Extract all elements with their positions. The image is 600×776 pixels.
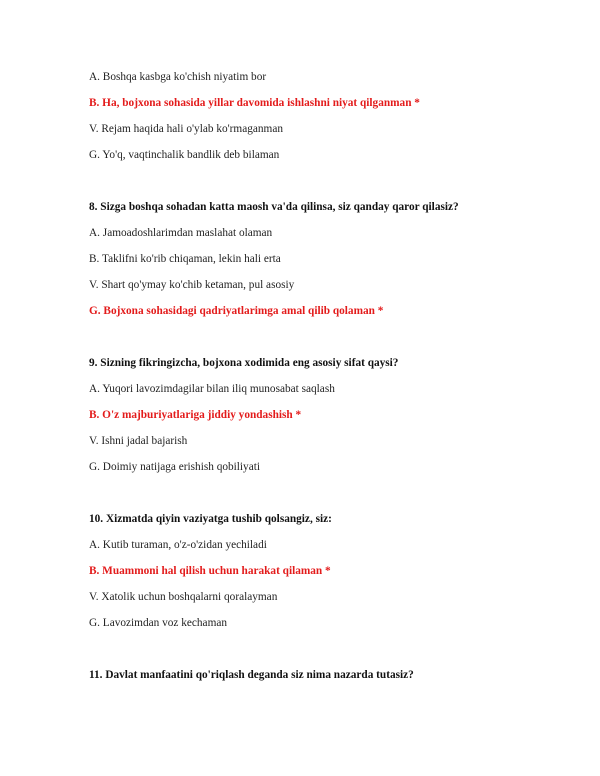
q10-option-g: G. Lavozimdan voz kechaman <box>89 617 228 629</box>
q7-option-g: G. Yo'q, vaqtinchalik bandlik deb bilaman <box>89 149 280 161</box>
q9-option-g: G. Doimiy natijaga erishish qobiliyati <box>89 461 260 473</box>
q8-option-b: B. Taklifni ko'rib chiqaman, lekin hali erta <box>89 253 281 265</box>
q9-option-v: V. Ishni jadal bajarish <box>89 435 188 447</box>
q8-option-v: V. Shart qo'ymay ko'chib ketaman, pul asosiy <box>89 279 295 291</box>
q8-option-g-correct: G. Bojxona sohasidagi qadriyatlarimga amal qilib qolaman * <box>89 305 384 317</box>
q10-option-a: A. Kutib turaman, o'z-o'zidan yechiladi <box>89 539 267 551</box>
q7-option-v: V. Rejam haqida hali o'ylab ko'rmaganman <box>89 123 283 135</box>
q10-question: 10. Xizmatda qiyin vaziyatga tushib qolsangiz, siz: <box>89 513 332 525</box>
q9-option-b-correct: B. O'z majburiyatlariga jiddiy yondashish * <box>89 409 302 421</box>
q8-question: 8. Sizga boshqa sohadan katta maosh va'da qilinsa, siz qanday qaror qilasiz? <box>89 201 459 213</box>
q7-option-a: A. Boshqa kasbga ko'chish niyatim bor <box>89 71 267 83</box>
q10-option-b-correct: B. Muammoni hal qilish uchun harakat qilaman * <box>89 565 331 577</box>
q7-option-b-correct: B. Ha, bojxona sohasida yillar davomida ishlashni niyat qilganman * <box>89 97 420 109</box>
q9-option-a: A. Yuqori lavozimdagilar bilan iliq munosabat saqlash <box>89 383 335 395</box>
q10-option-v: V. Xatolik uchun boshqalarni qoralayman <box>89 591 278 603</box>
q8-option-a: A. Jamoadoshlarimdan maslahat olaman <box>89 227 273 239</box>
q11-question: 11. Davlat manfaatini qo'riqlash deganda siz nima nazarda tutasiz? <box>89 669 414 681</box>
q9-question: 9. Sizning fikringizcha, bojxona xodimida eng asosiy sifat qaysi? <box>89 357 399 369</box>
